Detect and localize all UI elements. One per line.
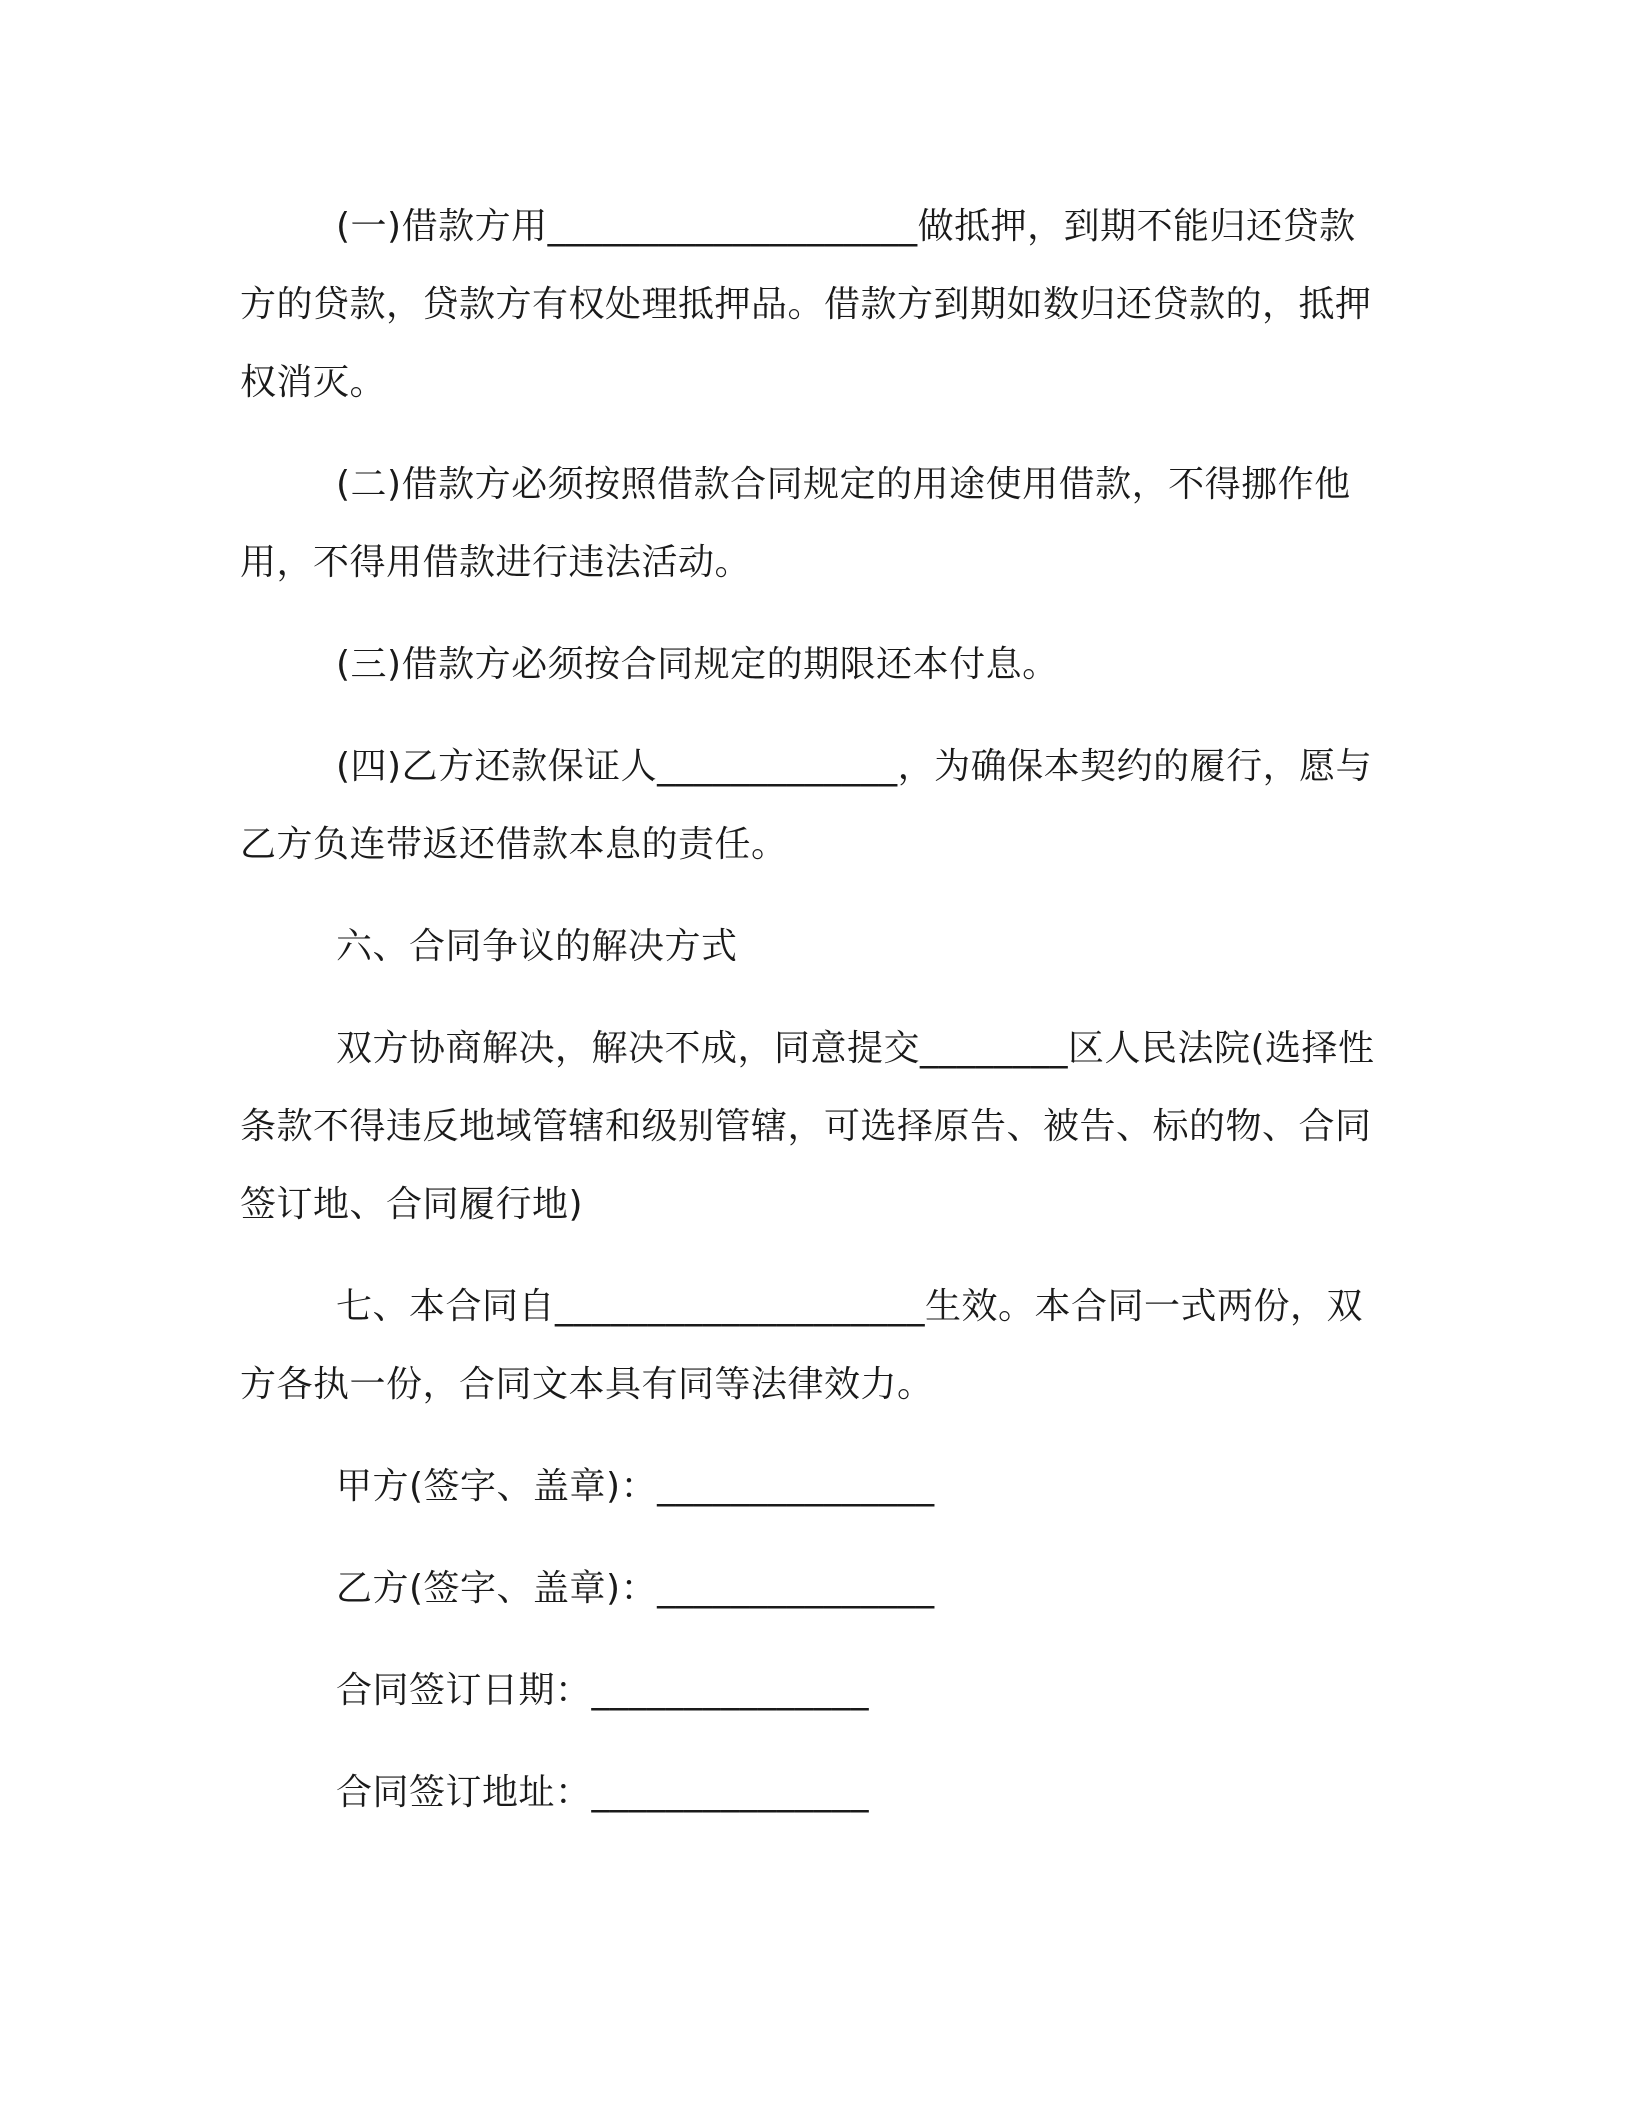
signing-date: 合同签订日期：_______________	[336, 1670, 870, 1711]
document-body	[240, 188, 1380, 1856]
signature-party-a: 甲方(签字、盖章)：_______________	[336, 1466, 935, 1507]
signing-address: 合同签订地址：_______________	[336, 1772, 870, 1813]
clause-dispute-resolution: 双方协商解决，解决不成，同意提交________区人民法院(选择性条款不得违反地域管辖和级别管辖，可选择原告、被告、标的物、合同签订地、合同履行地)	[240, 1028, 1375, 1225]
clause-effectiveness: 七、本合同自____________________生效。本合同一式两份，双方各执一份，合同文本具有同等法律效力。	[240, 1286, 1364, 1405]
signature-party-b: 乙方(签字、盖章)：_______________	[336, 1568, 935, 1609]
clause-guarantor: (四)乙方还款保证人_____________，为确保本契约的履行，愿与乙方负连带返还借款本息的责任。	[240, 746, 1373, 865]
clause-loan-usage: (二)借款方必须按照借款合同规定的用途使用借款，不得挪作他用，不得用借款进行违法活动。	[240, 464, 1351, 583]
clause-mortgage: (一)借款方用____________________做抵押，到期不能归还贷款方的贷款，贷款方有权处理抵押品。借款方到期如数归还贷款的，抵押权消灭。	[240, 206, 1372, 403]
section-heading-dispute: 六、合同争议的解决方式	[336, 926, 738, 967]
clause-repayment-term: (三)借款方必须按合同规定的期限还本付息。	[336, 644, 1059, 685]
